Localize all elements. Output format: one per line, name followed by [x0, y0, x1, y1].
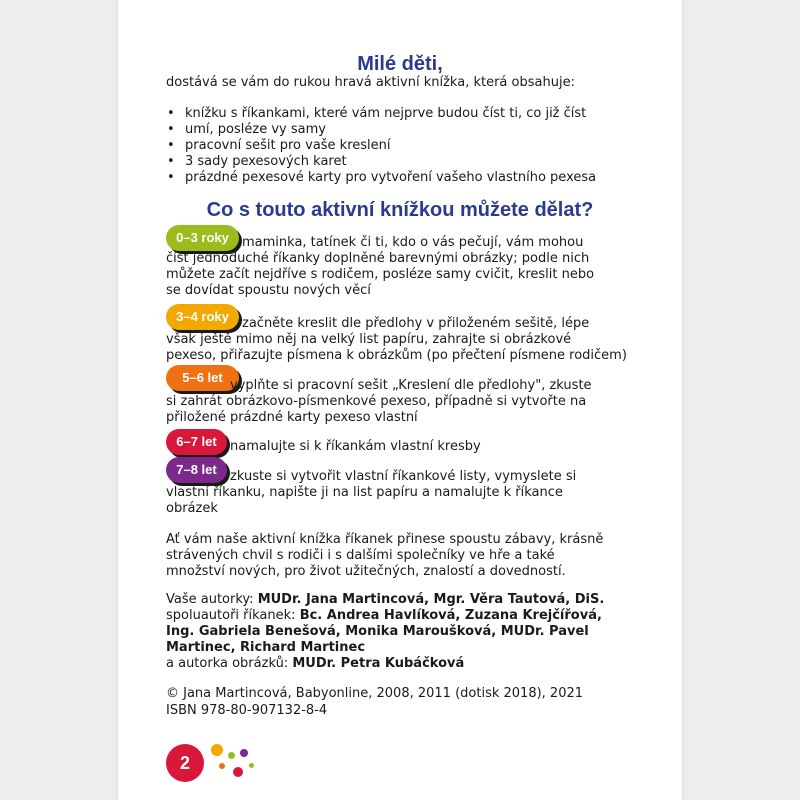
book-page	[118, 0, 682, 800]
age-badge-6-7: 6–7 let	[166, 429, 227, 455]
isbn: ISBN 978-80-907132-8-4	[166, 703, 328, 718]
coauthors-names: Bc. Andrea Havlíková, Zuzana Krejčířová,	[299, 608, 602, 623]
intro-text: dostává se vám do rukou hravá aktivní knížka, která obsahuje:	[166, 75, 575, 90]
list-item: • pracovní sešit pro vaše kreslení	[166, 138, 596, 154]
coauthors-label: spoluautoři říkanek:	[166, 608, 300, 623]
authors-label: Vaše autorky:	[166, 592, 258, 607]
decor-dot-icon	[240, 749, 248, 757]
decor-dot-icon	[211, 744, 223, 756]
age-description-7-8: zkuste si vytvořit vlastní říkankové listy, vymyslete si vlastní říkanku, napište ji na list papíru a namalujte k říkance obrázek	[166, 469, 577, 516]
age-description-0-3: maminka, tatínek či ti, kdo o vás pečují, vám mohou číst jednoduché říkanky doplněné barevnými obrázky; podle nich můžete začít nejdříve s rodičem, posléze samy cvičit, kreslit nebo se dovídat spoustu nových věcí	[166, 235, 595, 298]
illustrator-label: a autorka obrázků:	[166, 656, 293, 671]
illustrator-name: MUDr. Petra Kubáčková	[292, 656, 465, 671]
list-item: • prázdné pexesové karty pro vytvoření vašeho vlastního pexesa	[166, 170, 596, 186]
closing-paragraph: Ať vám naše aktivní knížka říkanek přinese spoustu zábavy, krásně strávených chvil s rodiči i s dalšími společníky ve hře a také množství nových, pro život užitečných, znalostí a dovedností.	[166, 532, 604, 579]
page-number: 2	[166, 744, 204, 782]
decor-dot-icon	[219, 763, 225, 769]
decor-dot-icon	[249, 763, 254, 768]
decor-dot-icon	[228, 752, 235, 759]
age-badge-5-6: 5–6 let	[166, 365, 239, 391]
coauthors-names-cont: Martinec, Richard Martinec	[166, 640, 366, 655]
contents-list	[166, 106, 596, 186]
list-item: • knížku s říkankami, které vám nejprve budou číst ti, co již číst	[166, 106, 596, 122]
list-item: • 3 sady pexesových karet	[166, 154, 596, 170]
decor-dot-icon	[233, 767, 243, 777]
age-badge-3-4: 3–4 roky	[166, 304, 239, 330]
credits	[166, 592, 636, 672]
age-description-5-6: vyplňte si pracovní sešit „Kreslení dle předlohy", zkuste si zahrát obrázkovo-písmenkové pexeso, případně si vytvořte na přiložené prázdné karty pexeso vlastní	[166, 378, 592, 425]
age-badge-0-3: 0–3 roky	[166, 225, 239, 251]
list-item-continuation: • umí, posléze vy samy	[166, 122, 596, 138]
copyright: © Jana Martincová, Babyonline, 2008, 2011 (dotisk 2018), 2021	[166, 686, 584, 701]
greeting-heading: Milé děti,	[357, 53, 443, 75]
authors-names: MUDr. Jana Martincová, Mgr. Věra Tautová, DiS.	[257, 592, 605, 607]
section-heading: Co s touto aktivní knížkou můžete dělat?	[206, 199, 594, 221]
coauthors-names-cont: Ing. Gabriela Benešová, Monika Maroušková, MUDr. Pavel	[166, 624, 589, 639]
age-description-3-4: začněte kreslit dle předlohy v přiloženém sešitě, lépe však ještě mimo něj na velký list papíru, zahrajte si obrázkové pexeso, přiřazujte písmena k obrázkům (po přečtení písmene rodičem)	[166, 316, 627, 363]
age-description-6-7: namalujte si k říkankám vlastní kresby	[230, 439, 481, 454]
age-badge-7-8: 7–8 let	[166, 457, 227, 483]
